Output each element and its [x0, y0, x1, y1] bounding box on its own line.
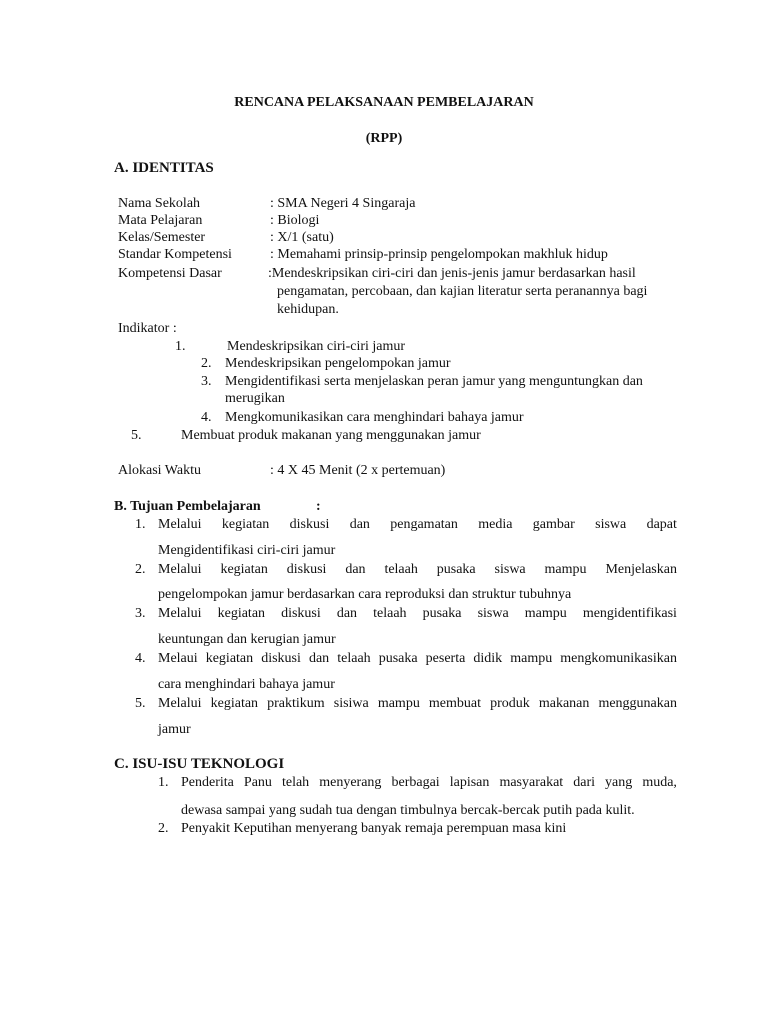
tujuan-text	[158, 561, 677, 578]
word: siswa	[595, 517, 627, 532]
word: didik	[473, 651, 503, 666]
word: lapisan	[449, 775, 490, 790]
word: mampu	[544, 562, 587, 577]
word: kegiatan	[205, 651, 254, 666]
page-title: RENCANA PELAKSANAAN PEMBELAJARAN	[234, 95, 534, 110]
word: pusaka	[422, 606, 462, 621]
word: diskusi	[289, 517, 330, 532]
section-b-heading: B. Tujuan Pembelajaran	[114, 499, 261, 514]
identitas-label: Nama Sekolah	[118, 196, 201, 211]
tujuan-text-continuation: pengelompokan jamur berdasarkan cara reproduksi dan struktur tubuhnya	[158, 587, 572, 602]
tujuan-number: 4.	[135, 651, 146, 666]
isu-text-continuation: dewasa sampai yang sudah tua dengan timbulnya bercak-bercak putih pada kulit.	[181, 803, 635, 818]
tujuan-text	[158, 650, 677, 667]
word: menggunakan	[598, 696, 677, 711]
word: kegiatan	[220, 562, 268, 577]
word: diskusi	[286, 562, 327, 577]
word: gambar	[532, 517, 575, 532]
isu-text: Penyakit Keputihan menyerang banyak remaja perempuan masa kini	[181, 821, 567, 836]
word: pengamatan	[390, 517, 458, 532]
word: membuat	[428, 696, 482, 711]
word: telah	[281, 775, 310, 790]
indikator-number: 5.	[131, 428, 142, 443]
word: dan	[336, 606, 358, 621]
identitas-label: Mata Pelajaran	[118, 213, 203, 228]
word: mampu	[377, 696, 420, 711]
tujuan-number: 3.	[135, 606, 146, 621]
word: media	[478, 517, 513, 532]
tujuan-number: 1.	[135, 517, 146, 532]
word: praktikum	[267, 696, 325, 711]
word: peserta	[425, 651, 466, 666]
isu-number: 1.	[158, 775, 169, 790]
indikator-text: Mendeskripsikan ciri-ciri jamur	[227, 339, 406, 354]
identitas-value-continuation: kehidupan.	[277, 302, 339, 317]
tujuan-number: 2.	[135, 562, 146, 577]
word: sisiwa	[333, 696, 369, 711]
indikator-text: Membuat produk makanan yang menggunakan jamur	[181, 428, 481, 443]
word: muda,	[642, 775, 677, 790]
identitas-value: :Mendeskripsikan ciri-ciri dan jenis-jenis jamur berdasarkan hasil	[268, 266, 636, 281]
word: Melaui	[158, 651, 198, 666]
word: Melalui	[158, 562, 202, 577]
identitas-value: : X/1 (satu)	[270, 230, 334, 245]
indikator-number: 3.	[201, 374, 212, 389]
word: telaah	[337, 651, 371, 666]
isu-number: 2.	[158, 821, 169, 836]
tujuan-text-continuation: keuntungan dan kerugian jamur	[158, 632, 336, 647]
tujuan-number: 5.	[135, 696, 146, 711]
word: telaah	[384, 562, 418, 577]
word: dan	[349, 517, 370, 532]
section-b-colon: :	[316, 499, 321, 514]
word: dari	[573, 775, 595, 790]
alokasi-value: : 4 X 45 Menit (2 x pertemuan)	[270, 463, 446, 478]
word: Penderita	[181, 775, 234, 790]
identitas-value: : Biologi	[270, 213, 320, 228]
word: kegiatan	[217, 606, 266, 621]
word: Melalui	[158, 606, 202, 621]
word: pusaka	[436, 562, 476, 577]
word: kegiatan	[210, 696, 259, 711]
identitas-label: Kelas/Semester	[118, 230, 206, 245]
word: diskusi	[261, 651, 301, 666]
identitas-label: Standar Kompetensi	[118, 247, 232, 262]
identitas-value: : SMA Negeri 4 Singaraja	[270, 196, 416, 211]
word: siswa	[494, 562, 526, 577]
identitas-label: Kompetensi Dasar	[118, 266, 222, 281]
alokasi-label: Alokasi Waktu	[118, 463, 201, 478]
word: siswa	[477, 606, 509, 621]
word: Menjelaskan	[605, 562, 677, 577]
word: Melalui	[158, 696, 202, 711]
word: mengidentifikasi	[582, 606, 677, 621]
word: kegiatan	[221, 517, 270, 532]
word: dan	[345, 562, 366, 577]
word: pusaka	[378, 651, 418, 666]
word: mampu	[510, 651, 553, 666]
word: berbagai	[391, 775, 440, 790]
word: produk	[490, 696, 530, 711]
indikator-text: Mengkomunikasikan cara menghindari bahaya jamur	[225, 410, 524, 425]
word: telaah	[373, 606, 407, 621]
word: dan	[308, 651, 330, 666]
section-a-heading: A. IDENTITAS	[114, 160, 214, 176]
word: dapat	[646, 517, 677, 532]
tujuan-text-continuation: jamur	[158, 722, 191, 737]
tujuan-text	[158, 605, 677, 622]
section-c-heading: C. ISU-ISU TEKNOLOGI	[114, 756, 285, 772]
word: menyerang	[319, 775, 382, 790]
indikator-text: Mendeskripsikan pengelompokan jamur	[225, 356, 451, 371]
tujuan-text-continuation: Mengidentifikasi ciri-ciri jamur	[158, 543, 336, 558]
isu-text	[181, 774, 677, 791]
word: mengkomunikasikan	[560, 651, 677, 666]
indikator-text-continuation: merugikan	[225, 391, 285, 406]
tujuan-text	[158, 695, 677, 712]
indikator-text: Mengidentifikasi serta menjelaskan peran jamur yang menguntungkan dan	[225, 374, 643, 389]
indikator-label: Indikator :	[118, 321, 177, 336]
identitas-value-continuation: pengamatan, percobaan, dan kajian literatur serta peranannya bagi	[277, 284, 648, 299]
word: diskusi	[281, 606, 321, 621]
tujuan-text	[158, 516, 677, 533]
indikator-number: 1.	[175, 339, 186, 354]
tujuan-text-continuation: cara menghindari bahaya jamur	[158, 677, 335, 692]
indikator-number: 4.	[201, 410, 212, 425]
word: Panu	[243, 775, 272, 790]
word: mampu	[524, 606, 567, 621]
page-subtitle: (RPP)	[365, 131, 403, 146]
word: Melalui	[158, 517, 202, 532]
word: masyarakat	[499, 775, 564, 790]
word: yang	[605, 775, 633, 790]
indikator-number: 2.	[201, 356, 212, 371]
identitas-value: : Memahami prinsip-prinsip pengelompokan makhluk hidup	[270, 247, 608, 262]
word: makanan	[538, 696, 590, 711]
